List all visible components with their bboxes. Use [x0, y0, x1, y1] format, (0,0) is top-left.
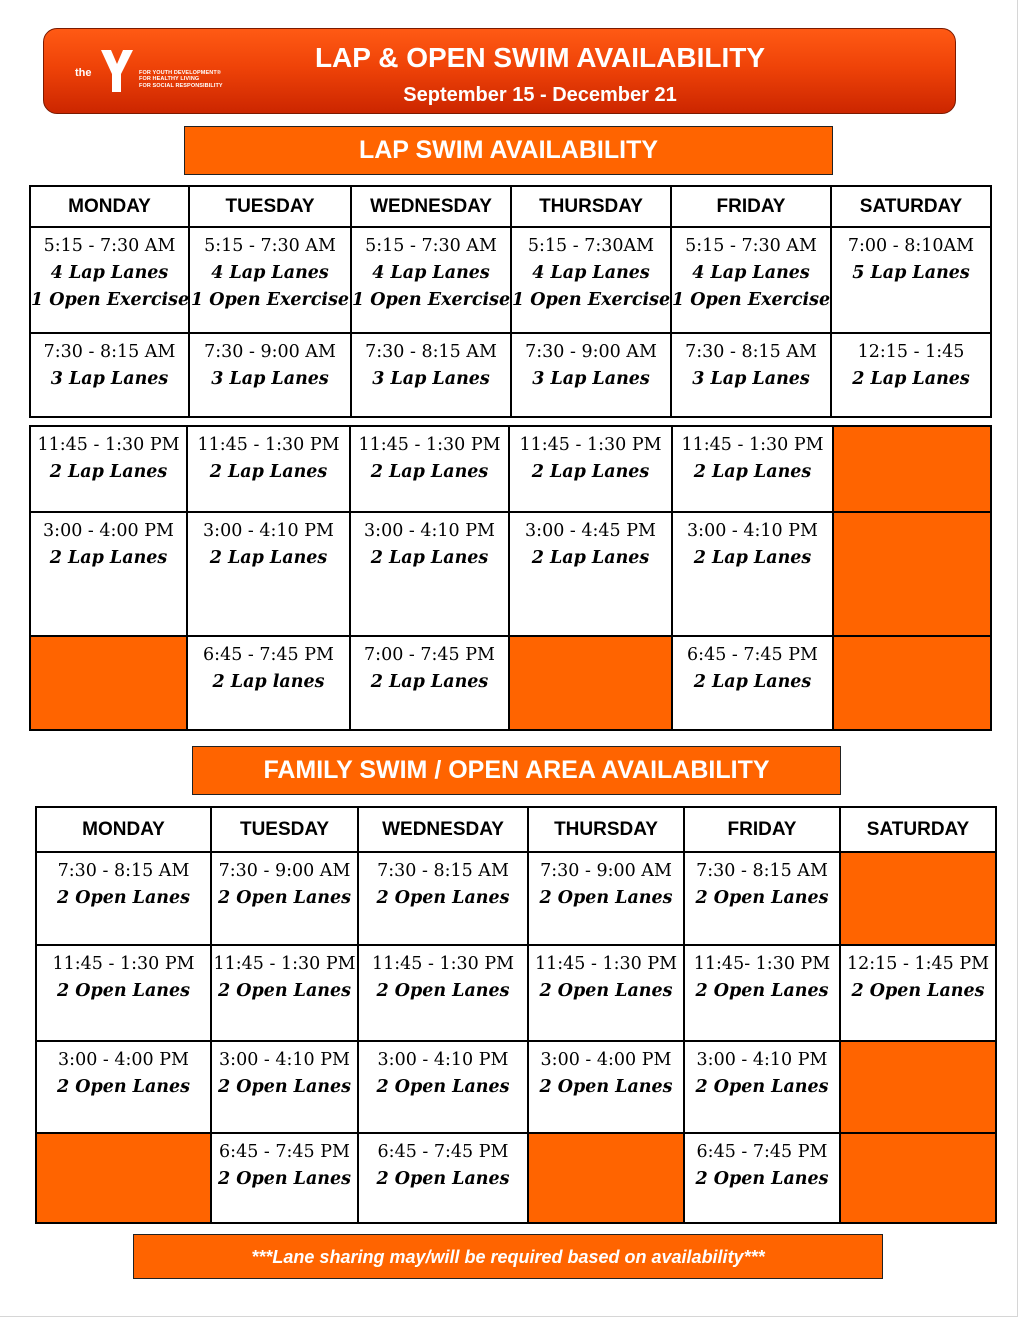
lane-info: 2 Lap Lanes	[531, 462, 650, 482]
unavailable-slot	[833, 636, 991, 730]
time-range: 7:00 - 7:45 PM	[364, 645, 495, 665]
lane-info: 2 Open Lanes	[695, 1169, 829, 1189]
lane-info: 2 Lap Lanes	[852, 369, 970, 389]
schedule-cell	[211, 1133, 358, 1223]
schedule-cell	[350, 426, 509, 512]
lap-swim-heading: LAP SWIM AVAILABILITY	[184, 126, 833, 175]
time-range: 7:30 - 8:15 AM	[365, 342, 497, 362]
schedule-cell	[30, 426, 187, 512]
lane-info: 2 Open Lanes	[376, 888, 510, 908]
time-range: 7:30 - 8:15 AM	[43, 342, 176, 362]
schedule-cell	[684, 945, 840, 1041]
schedule-cell	[358, 945, 528, 1041]
time-range: 6:45 - 7:45 PM	[219, 1142, 350, 1162]
schedule-cell	[511, 227, 671, 333]
schedule-cell	[684, 1133, 840, 1223]
time-range: 6:45 - 7:45 PM	[696, 1142, 828, 1162]
lane-info: 1 Open Exercise	[352, 290, 511, 310]
lane-info: 4 Lap Lanes	[692, 263, 810, 283]
schedule-cell	[211, 852, 358, 945]
time-range: 12:15 - 1:45	[857, 342, 965, 362]
logo-word: the	[75, 67, 92, 79]
lane-sharing-note: ***Lane sharing may/will be required based on availability***	[133, 1234, 883, 1279]
time-range: 7:30 - 8:15 AM	[57, 861, 190, 881]
time-range: 11:45 - 1:30 PM	[52, 954, 195, 974]
schedule-cell	[189, 227, 351, 333]
schedule-cell	[358, 852, 528, 945]
schedule-cell	[511, 333, 671, 417]
schedule-row	[30, 636, 991, 730]
schedule-cell	[350, 512, 509, 636]
schedule-cell	[528, 945, 684, 1041]
unavailable-slot	[528, 1133, 684, 1223]
time-range: 11:45 - 1:30 PM	[371, 954, 515, 974]
time-range: 3:00 - 4:10 PM	[687, 521, 818, 541]
schedule-row	[30, 512, 991, 636]
schedule-cell	[351, 227, 511, 333]
schedule-cell	[30, 227, 189, 333]
time-range: 5:15 - 7:30 AM	[685, 236, 817, 256]
unavailable-slot	[36, 1133, 211, 1223]
schedule-cell	[528, 1041, 684, 1133]
day-header-tuesday: TUESDAY	[211, 807, 358, 852]
lane-info: 4 Lap Lanes	[532, 263, 650, 283]
unavailable-slot	[509, 636, 672, 730]
unavailable-slot	[840, 1133, 996, 1223]
schedule-cell	[30, 512, 187, 636]
lap-swim-table-top	[29, 185, 992, 418]
lane-info: 3 Lap Lanes	[532, 369, 650, 389]
lane-info: 2 Lap Lanes	[693, 462, 812, 482]
lap-swim-table-bottom	[29, 425, 992, 731]
logo-tagline-line: FOR SOCIAL RESPONSIBILITY	[139, 82, 223, 89]
time-range: 5:15 - 7:30AM	[527, 236, 655, 256]
family-swim-heading: FAMILY SWIM / OPEN AREA AVAILABILITY	[192, 746, 841, 795]
lane-info: 2 Open Lanes	[376, 981, 510, 1001]
time-range: 3:00 - 4:10 PM	[203, 521, 334, 541]
lane-info: 2 Lap Lanes	[693, 548, 812, 568]
lane-info: 2 Lap Lanes	[693, 672, 812, 692]
family-swim-table	[35, 806, 997, 1224]
schedule-cell	[187, 512, 350, 636]
time-range: 3:00 - 4:00 PM	[58, 1050, 189, 1070]
schedule-row	[36, 1041, 996, 1133]
lane-info: 2 Lap Lanes	[49, 548, 168, 568]
lane-info: 4 Lap Lanes	[50, 263, 169, 283]
lane-info: 2 Lap Lanes	[209, 548, 328, 568]
time-range: 3:00 - 4:10 PM	[364, 521, 495, 541]
schedule-cell	[672, 426, 833, 512]
date-range: September 15 - December 21	[403, 84, 677, 106]
schedule-cell	[30, 333, 189, 417]
lane-info: 2 Open Lanes	[539, 888, 673, 908]
schedule-cell	[671, 333, 831, 417]
day-header-thursday: THURSDAY	[511, 186, 671, 227]
day-header-monday: MONDAY	[30, 186, 189, 227]
logo-tagline-line: FOR YOUTH DEVELOPMENT®	[139, 70, 221, 76]
schedule-cell	[36, 1041, 211, 1133]
lane-info: 2 Open Lanes	[56, 888, 191, 908]
time-range: 11:45 - 1:30 PM	[358, 435, 501, 455]
lane-info: 2 Open Lanes	[56, 981, 191, 1001]
schedule-cell	[528, 852, 684, 945]
schedule-cell	[840, 945, 996, 1041]
unavailable-slot	[840, 852, 996, 945]
time-range: 5:15 - 7:30 AM	[43, 236, 176, 256]
time-range: 5:15 - 7:30 AM	[365, 236, 497, 256]
unavailable-slot	[840, 1041, 996, 1133]
day-header-saturday: SATURDAY	[831, 186, 991, 227]
time-range: 7:30 - 9:00 AM	[204, 342, 336, 362]
day-header-row	[36, 807, 996, 852]
lane-info: 2 Lap Lanes	[370, 462, 489, 482]
lane-info: 2 Open Lanes	[539, 1077, 673, 1097]
time-range: 7:00 - 8:10AM	[847, 236, 975, 256]
unavailable-slot	[833, 512, 991, 636]
time-range: 7:30 - 9:00 AM	[540, 861, 672, 881]
lane-info: 1 Open Exercise	[190, 290, 350, 310]
schedule-cell	[358, 1133, 528, 1223]
lane-info: 2 Open Lanes	[56, 1077, 191, 1097]
schedule-cell	[350, 636, 509, 730]
schedule-row	[36, 852, 996, 945]
lane-info: 2 Open Lanes	[217, 1077, 352, 1097]
day-header-row	[30, 186, 991, 227]
time-range: 6:45 - 7:45 PM	[203, 645, 334, 665]
page-title: LAP & OPEN SWIM AVAILABILITY	[314, 42, 766, 73]
schedule-cell	[187, 426, 350, 512]
lane-info: 2 Open Lanes	[695, 888, 829, 908]
time-range: 7:30 - 9:00 AM	[218, 861, 351, 881]
lane-info: 5 Lap Lanes	[852, 263, 970, 283]
lane-info: 2 Open Lanes	[695, 981, 829, 1001]
lane-info: 1 Open Exercise	[31, 290, 190, 310]
lane-info: 2 Open Lanes	[539, 981, 673, 1001]
schedule-cell	[187, 636, 350, 730]
lane-info: 3 Lap Lanes	[372, 369, 490, 389]
lane-info: 2 Open Lanes	[376, 1077, 510, 1097]
time-range: 3:00 - 4:00 PM	[43, 521, 174, 541]
day-header-wednesday: WEDNESDAY	[351, 186, 511, 227]
schedule-cell	[672, 512, 833, 636]
time-range: 11:45 - 1:30 PM	[213, 954, 356, 974]
lane-info: 3 Lap Lanes	[692, 369, 810, 389]
unavailable-slot	[833, 426, 991, 512]
day-header-monday: MONDAY	[36, 807, 211, 852]
time-range: 7:30 - 8:15 AM	[377, 861, 509, 881]
time-range: 5:15 - 7:30 AM	[204, 236, 336, 256]
time-range: 3:00 - 4:00 PM	[540, 1050, 672, 1070]
lane-info: 1 Open Exercise	[672, 290, 831, 310]
schedule-row	[30, 333, 991, 417]
schedule-cell	[211, 945, 358, 1041]
time-range: 3:00 - 4:10 PM	[377, 1050, 509, 1070]
day-header-tuesday: TUESDAY	[189, 186, 351, 227]
day-header-thursday: THURSDAY	[528, 807, 684, 852]
lane-info: 2 Lap Lanes	[209, 462, 328, 482]
lane-info: 2 Open Lanes	[376, 1169, 510, 1189]
unavailable-slot	[30, 636, 187, 730]
lane-info: 2 Open Lanes	[695, 1077, 829, 1097]
time-range: 12:15 - 1:45 PM	[846, 954, 990, 974]
schedule-cell	[351, 333, 511, 417]
lane-info: 2 Lap lanes	[212, 672, 325, 692]
time-range: 6:45 - 7:45 PM	[377, 1142, 509, 1162]
lane-info: 2 Lap Lanes	[370, 672, 489, 692]
time-range: 7:30 - 8:15 AM	[685, 342, 817, 362]
time-range: 6:45 - 7:45 PM	[687, 645, 818, 665]
schedule-cell	[684, 1041, 840, 1133]
day-header-saturday: SATURDAY	[840, 807, 996, 852]
schedule-cell	[36, 945, 211, 1041]
time-range: 3:00 - 4:10 PM	[219, 1050, 350, 1070]
time-range: 11:45 - 1:30 PM	[37, 435, 180, 455]
lane-info: 3 Lap Lanes	[211, 369, 329, 389]
schedule-cell	[211, 1041, 358, 1133]
schedule-cell	[672, 636, 833, 730]
lane-info: 4 Lap Lanes	[372, 263, 490, 283]
schedule-cell	[831, 333, 991, 417]
day-header-friday: FRIDAY	[684, 807, 840, 852]
day-header-friday: FRIDAY	[671, 186, 831, 227]
schedule-row	[36, 945, 996, 1041]
schedule-cell	[189, 333, 351, 417]
time-range: 11:45 - 1:30 PM	[197, 435, 340, 455]
schedule-row	[30, 227, 991, 333]
time-range: 11:45 - 1:30 PM	[534, 954, 678, 974]
time-range: 7:30 - 9:00 AM	[525, 342, 657, 362]
lane-info: 2 Lap Lanes	[370, 548, 489, 568]
lane-info: 2 Lap Lanes	[531, 548, 650, 568]
time-range: 11:45 - 1:30 PM	[681, 435, 824, 455]
schedule-cell	[671, 227, 831, 333]
lane-info: 2 Lap Lanes	[49, 462, 168, 482]
day-header-wednesday: WEDNESDAY	[358, 807, 528, 852]
schedule-cell	[358, 1041, 528, 1133]
time-range: 11:45 - 1:30 PM	[519, 435, 662, 455]
schedule-row	[36, 1133, 996, 1223]
time-range: 3:00 - 4:45 PM	[525, 521, 656, 541]
time-range: 3:00 - 4:10 PM	[696, 1050, 828, 1070]
logo-tagline-line: FOR HEALTHY LIVING	[139, 76, 200, 83]
schedule-cell	[509, 512, 672, 636]
lane-info: 2 Open Lanes	[217, 981, 352, 1001]
schedule-cell	[684, 852, 840, 945]
lane-info: 2 Open Lanes	[217, 888, 352, 908]
schedule-row	[30, 426, 991, 512]
schedule-cell	[831, 227, 991, 333]
lane-info: 4 Lap Lanes	[211, 263, 329, 283]
lane-info: 2 Open Lanes	[217, 1169, 352, 1189]
lane-info: 2 Open Lanes	[851, 981, 985, 1001]
schedule-cell	[36, 852, 211, 945]
time-range: 11:45- 1:30 PM	[693, 954, 831, 974]
lane-info: 1 Open Exercise	[512, 290, 671, 310]
schedule-cell	[509, 426, 672, 512]
time-range: 7:30 - 8:15 AM	[696, 861, 828, 881]
lane-info: 3 Lap Lanes	[50, 369, 169, 389]
